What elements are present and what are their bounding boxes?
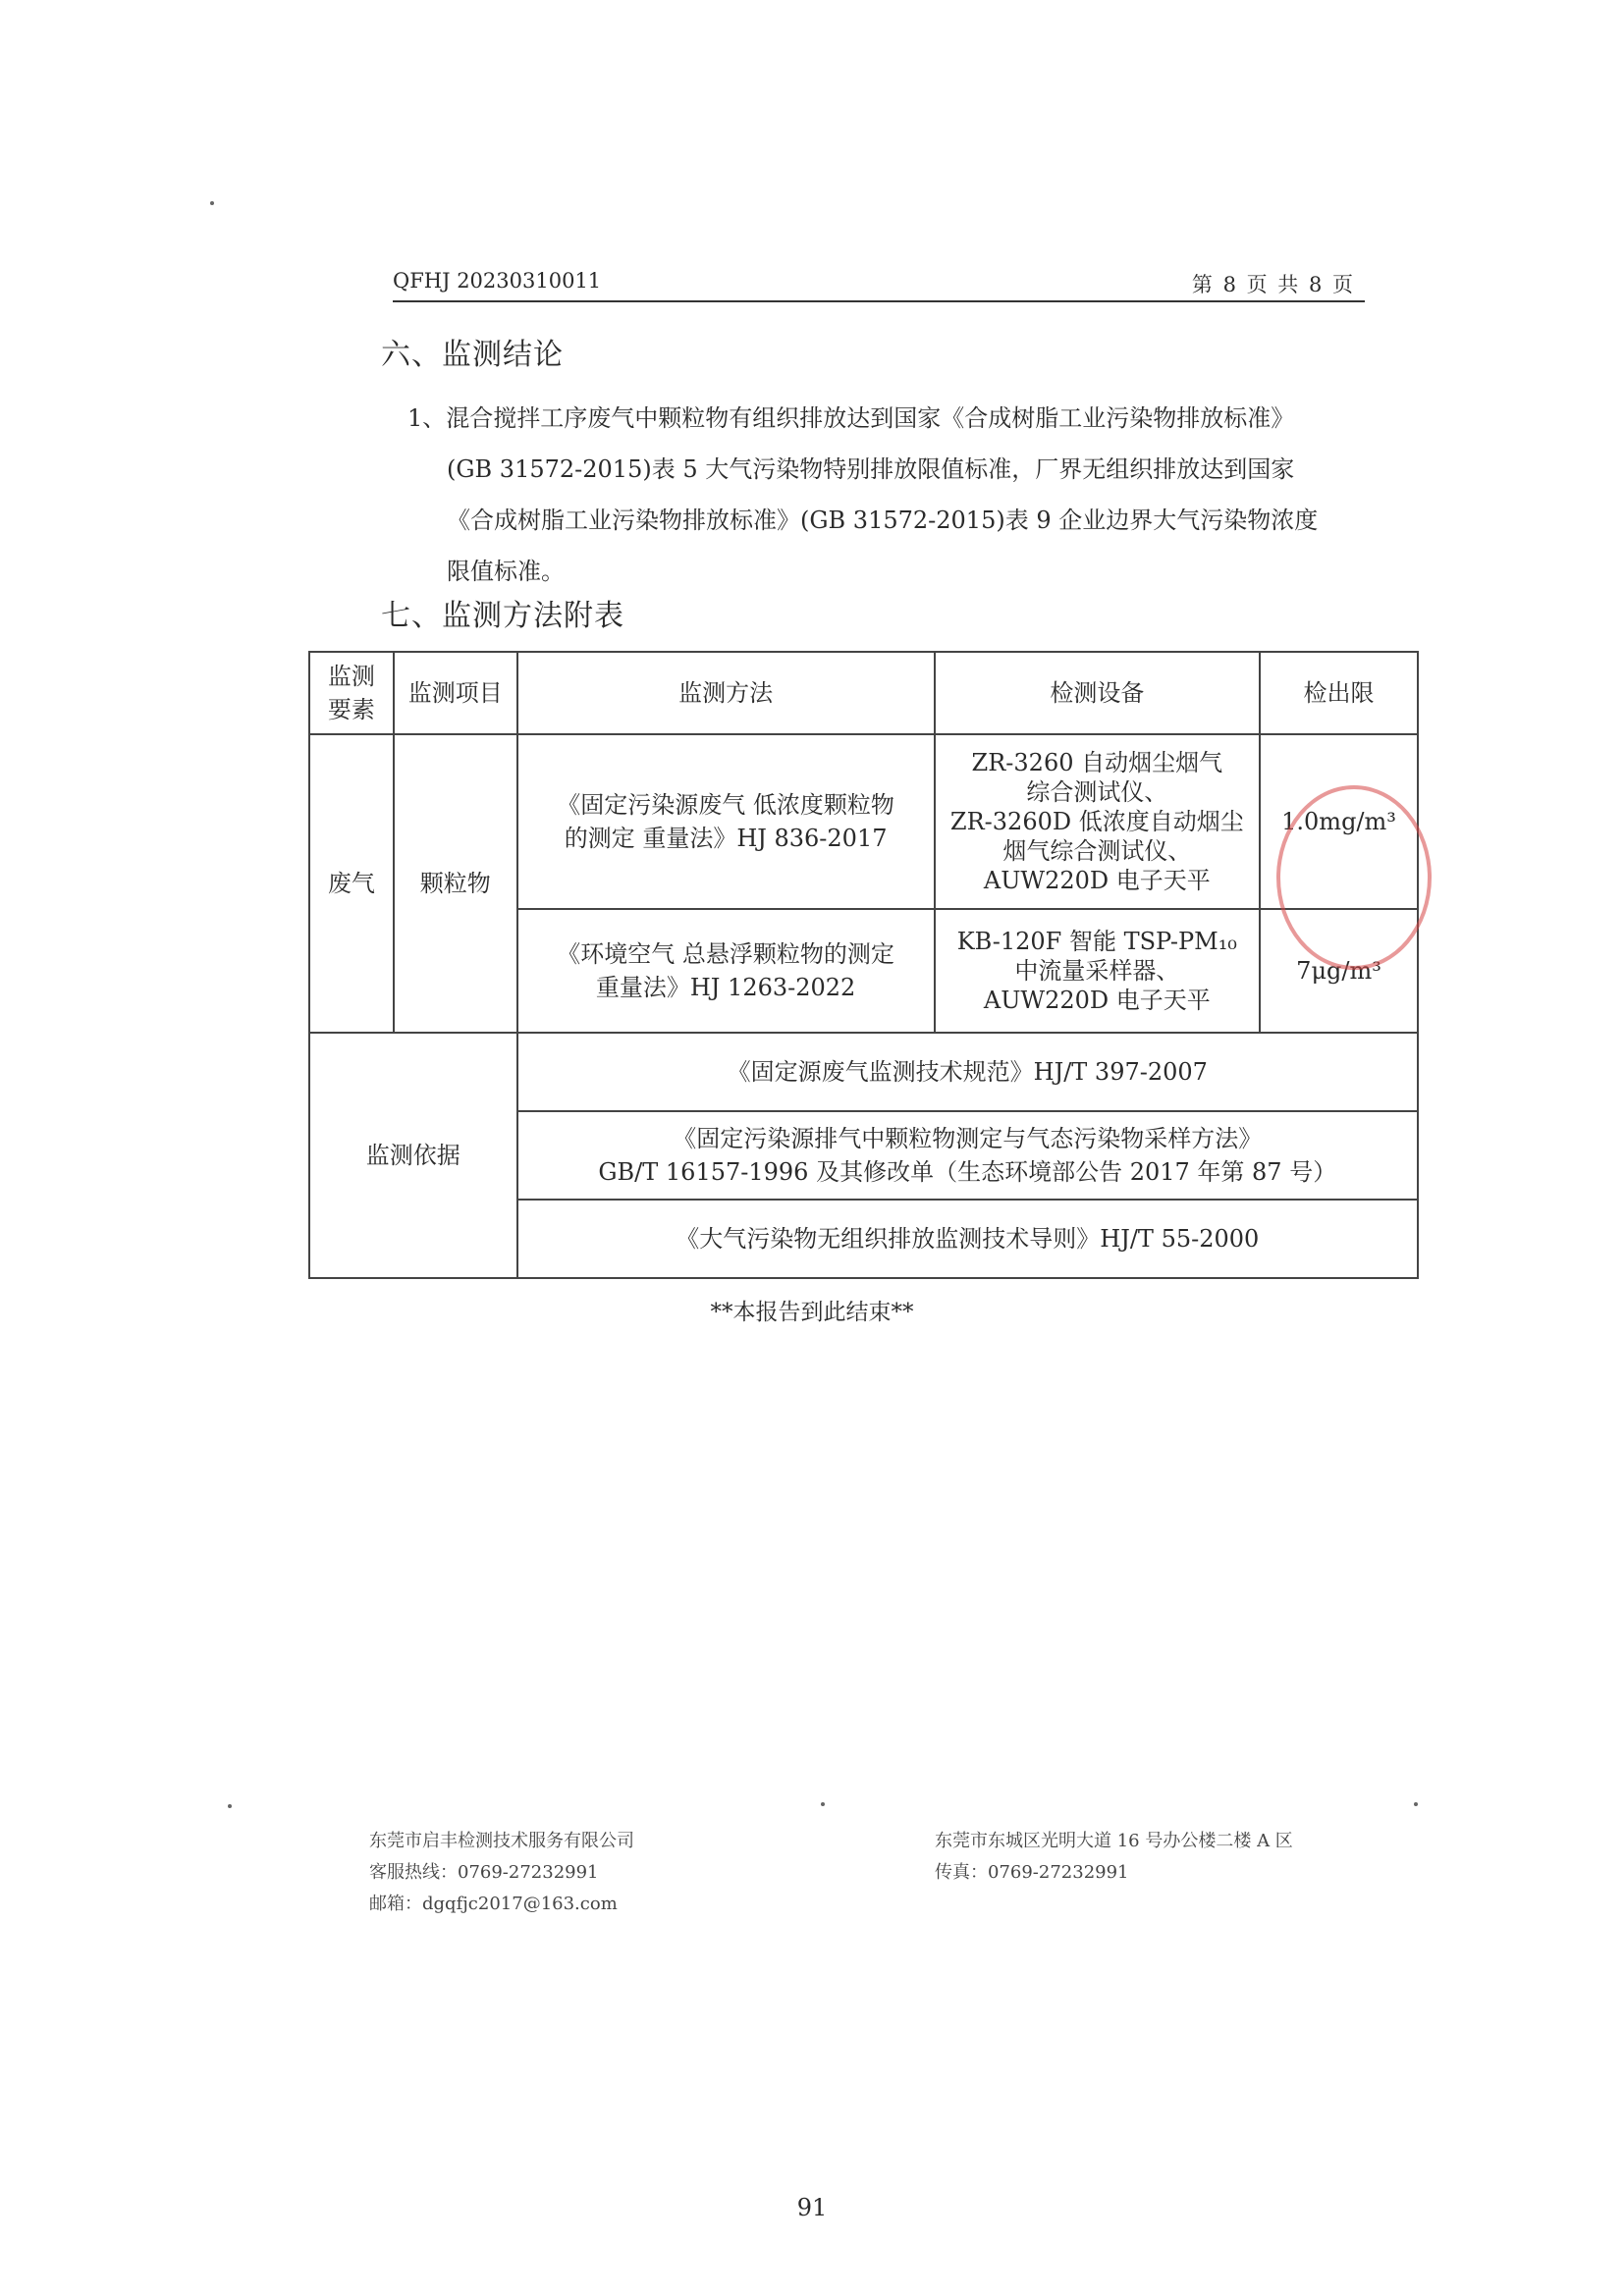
equipment-cell: ZR-3260 自动烟尘烟气 综合测试仪、 ZR-3260D 低浓度自动烟尘 烟气综合测试仪、 AUW220D 电子天平 (935, 734, 1260, 909)
header-method: 监测方法 (517, 652, 935, 734)
footer-fax: 传真：0769-27232991 (935, 1862, 1129, 1883)
basis-cell: 《固定污染源排气中颗粒物测定与气态污染物采样方法》 GB/T 16157-1996 及其修改单（生态环境部公告 2017 年第 87 号） (517, 1111, 1418, 1200)
element-cell: 废气 (309, 734, 394, 1033)
conclusion-line-4: 限值标准。 (447, 558, 565, 585)
method-cell: 《环境空气 总悬浮颗粒物的测定 重量法》HJ 1263-2022 (517, 909, 935, 1033)
footer-email: 邮箱：dgqfjc2017@163.com (369, 1894, 618, 1914)
basis-cell: 《大气污染物无组织排放监测技术导则》HJ/T 55-2000 (517, 1200, 1418, 1278)
conclusion-line-3: 《合成树脂工业污染物排放标准》(GB 31572-2015)表 9 企业边界大气污染物浓度 (447, 507, 1319, 534)
section-6-title: 六、监测结论 (381, 338, 564, 372)
end-note: **本报告到此结束** (710, 1300, 914, 1325)
section-7-title: 七、监测方法附表 (381, 599, 624, 633)
footer-hotline: 客服热线：0769-27232991 (369, 1862, 599, 1883)
conclusion-line-2: (GB 31572-2015)表 5 大气污染物特别排放限值标准，厂界无组织排放达到国家 (447, 455, 1295, 483)
header-item: 监测项目 (394, 652, 517, 734)
company-seal (1276, 785, 1432, 970)
item-cell: 颗粒物 (394, 734, 517, 1033)
basis-label: 监测依据 (309, 1033, 517, 1278)
conclusion-line-1: 1、混合搅拌工序废气中颗粒物有组织排放达到国家《合成树脂工业污染物排放标准》 (407, 404, 1295, 432)
table-row (309, 734, 1418, 909)
report-code: QFHJ 20230310011 (393, 269, 602, 293)
page-info: 第 8 页 共 8 页 (1191, 273, 1355, 296)
header-equipment: 检测设备 (935, 652, 1260, 734)
page-number: 91 (796, 2194, 828, 2221)
limit-cell: 1.0mg/m³ (1260, 734, 1418, 909)
method-table (308, 651, 1419, 1279)
basis-row (309, 1033, 1418, 1111)
report-header (393, 265, 1365, 302)
header-element: 监测 要素 (309, 652, 394, 734)
footer-company: 东莞市启丰检测技术服务有限公司 (369, 1831, 634, 1851)
method-cell: 《固定污染源废气 低浓度颗粒物 的测定 重量法》HJ 836-2017 (517, 734, 935, 909)
footer-right (935, 1826, 1293, 1889)
header-limit: 检出限 (1260, 652, 1418, 734)
basis-cell: 《固定源废气监测技术规范》HJ/T 397-2007 (517, 1033, 1418, 1111)
table-header-row (309, 652, 1418, 734)
equipment-cell: KB-120F 智能 TSP-PM₁₀ 中流量采样器、 AUW220D 电子天平 (935, 909, 1260, 1033)
footer-left (369, 1826, 634, 1920)
limit-cell: 7μg/m³ (1260, 909, 1418, 1033)
conclusion-paragraph (407, 393, 1389, 597)
footer-address: 东莞市东城区光明大道 16 号办公楼二楼 A 区 (935, 1831, 1293, 1851)
